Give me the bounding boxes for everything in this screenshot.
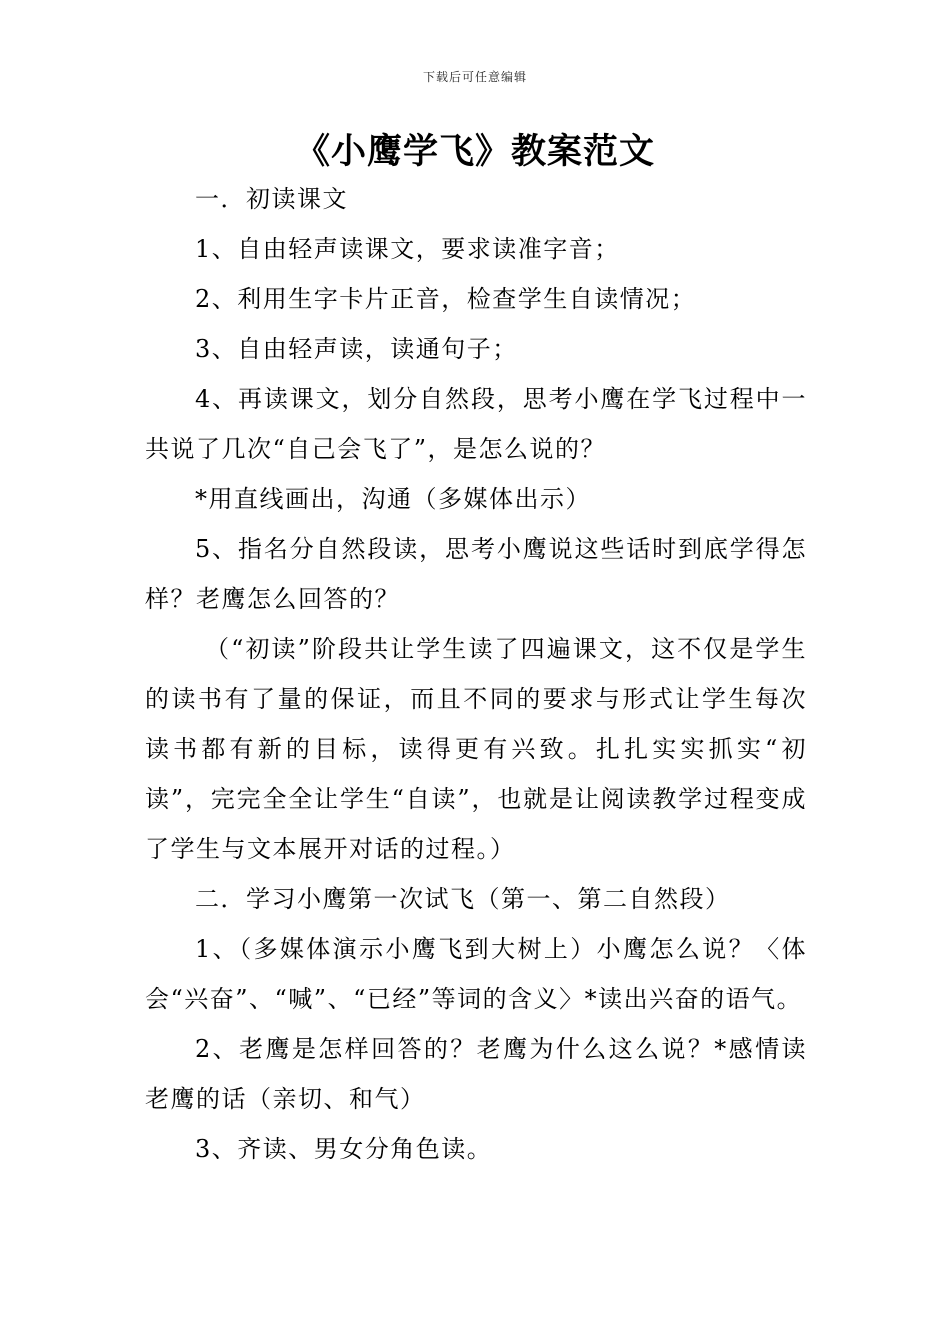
paragraph-step-4-note: *用直线画出，沟通（多媒体出示） (195, 485, 591, 513)
paragraph-commentary: （“初读”阶段共让学生读了四遍课文，这不仅是学生的读书有了量的保证，而且不同的要求与形式让学生每次读书都有新的目标，读得更有兴致。扎扎实实抓实“初读”，完完全全让学生“自读”，也就是让阅读教学过程变成了学生与文本展开对话的过程。） (145, 635, 807, 863)
paragraph-step-2: 2、利用生字卡片正音，检查学生自读情况； (195, 285, 697, 313)
paragraph-step-3: 3、自由轻声读，读通句子； (195, 335, 518, 363)
document-title: 《小鹰学飞》教案范文 (294, 132, 655, 172)
paragraph-step-1: 1、自由轻声读课文，要求读准字音； (195, 235, 620, 263)
header-note: 下载后可任意编辑 (422, 70, 527, 84)
paragraph-flight-step-2: 2、老鹰是怎样回答的？老鹰为什么这么说？*感情读老鹰的话（亲切、和气） (145, 1035, 807, 1113)
paragraph-step-4: 4、再读课文，划分自然段，思考小鹰在学飞过程中一共说了几次“自己会飞了”，是怎么说的？ (145, 385, 807, 463)
document-body (145, 174, 807, 1174)
section-heading-first-reading: 一．初读课文 (195, 185, 348, 213)
paragraph-flight-step-1: 1、（多媒体演示小鹰飞到大树上）小鹰怎么说？〈体会“兴奋”、“喊”、“已经”等词的含义〉*读出兴奋的语气。 (145, 935, 807, 1013)
paragraph-flight-step-3: 3、齐读、男女分角色读。 (195, 1135, 493, 1163)
section-heading-first-flight: 二．学习小鹰第一次试飞（第一、第二自然段） (195, 885, 731, 913)
paragraph-step-5: 5、指名分自然段读，思考小鹰说这些话时到底学得怎样？老鹰怎么回答的？ (145, 535, 807, 613)
